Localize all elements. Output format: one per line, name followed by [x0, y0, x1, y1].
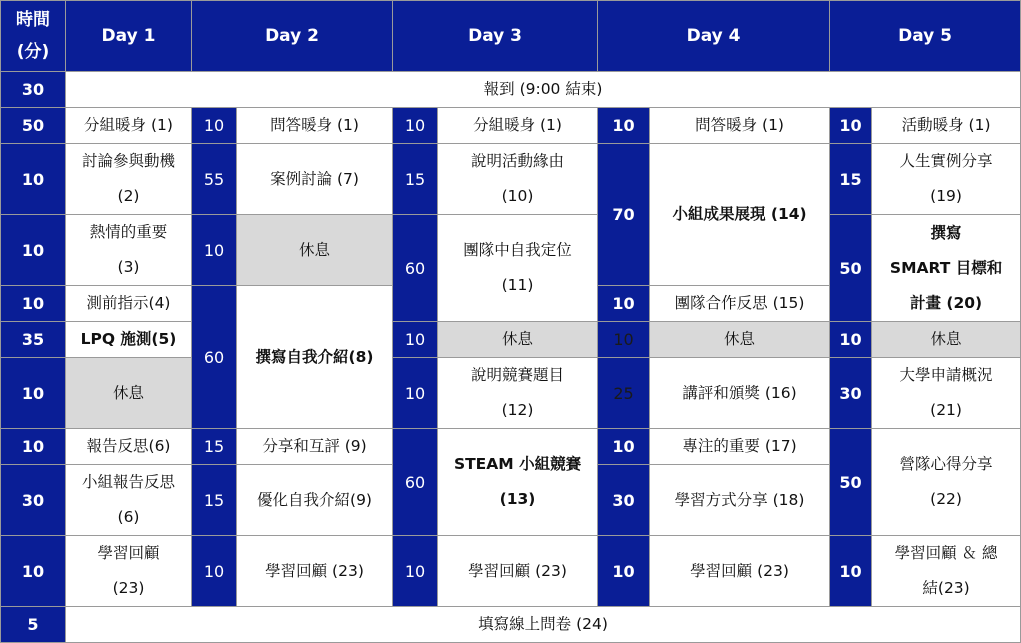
- day5-activity-line1: 大學申請概況: [899, 366, 993, 384]
- day3-activity-line2: (12): [501, 401, 534, 419]
- day4-activity: 小組成果展現 (14): [650, 144, 830, 286]
- day1-activity-line2: (2): [117, 187, 140, 205]
- day1-activity: [66, 536, 192, 607]
- time-cell: 10: [1, 536, 66, 607]
- header-row: [1, 1, 1021, 72]
- day2-activity: 案例討論 (7): [237, 144, 393, 215]
- day5-activity: [872, 144, 1021, 215]
- day5-minutes: 10: [830, 322, 872, 358]
- time-cell: 10: [1, 286, 66, 322]
- table-row: [1, 358, 1021, 429]
- day2-activity: 分享和互評 (9): [237, 429, 393, 465]
- day2-minutes: 10: [192, 215, 237, 286]
- day5-activity: [872, 215, 1021, 322]
- day5-activity-line2: (19): [930, 187, 962, 205]
- day3-activity-line1: 說明競賽題目: [471, 366, 565, 384]
- day3-break: 休息: [438, 322, 598, 358]
- time-header: [1, 1, 66, 72]
- day5-break: 休息: [872, 322, 1021, 358]
- time-cell: 10: [1, 144, 66, 215]
- day5-minutes: 50: [830, 215, 872, 322]
- time-cell: 10: [1, 358, 66, 429]
- table-row: [1, 536, 1021, 607]
- day3-activity: [438, 215, 598, 322]
- day3-activity-line1: 團隊中自我定位: [463, 241, 572, 259]
- day5-activity: [872, 358, 1021, 429]
- day3-minutes: 15: [393, 144, 438, 215]
- day5-activity: [872, 536, 1021, 607]
- day3-activity-line2: (13): [499, 490, 536, 508]
- day4-activity: 學習回顧 (23): [650, 536, 830, 607]
- time-cell: 5: [1, 607, 66, 643]
- day3-minutes: 10: [393, 322, 438, 358]
- day1-activity: [66, 215, 192, 286]
- day3-activity: 分組暖身 (1): [438, 108, 598, 144]
- time-header-unit: (分): [16, 42, 50, 62]
- day2-activity: 學習回顧 (23): [237, 536, 393, 607]
- day1-activity-line2: (3): [117, 258, 140, 276]
- day3-header: Day 3: [393, 1, 598, 72]
- table-row: [1, 215, 1021, 286]
- day4-activity: 專注的重要 (17): [650, 429, 830, 465]
- day1-activity: [66, 465, 192, 536]
- day2-minutes: 15: [192, 429, 237, 465]
- time-cell: 50: [1, 108, 66, 144]
- day4-minutes: 10: [598, 536, 650, 607]
- day5-minutes: 30: [830, 358, 872, 429]
- day2-break: 休息: [237, 215, 393, 286]
- day1-activity-line2: (6): [117, 508, 140, 526]
- day5-activity: 活動暖身 (1): [872, 108, 1021, 144]
- table-row: [1, 607, 1021, 643]
- day4-activity: 講評和頒獎 (16): [650, 358, 830, 429]
- day2-header: Day 2: [192, 1, 393, 72]
- day2-minutes: 10: [192, 536, 237, 607]
- day5-minutes: 10: [830, 536, 872, 607]
- day5-activity-line2: 結(23): [922, 579, 970, 597]
- day5-activity-line3: 計畫 (20): [909, 293, 983, 312]
- day4-header: Day 4: [598, 1, 830, 72]
- day2-activity: 優化自我介紹(9): [237, 465, 393, 536]
- day5-activity-line1: 人生實例分享: [899, 152, 993, 170]
- day3-minutes: 10: [393, 108, 438, 144]
- day5-activity-line2: SMART 目標和: [889, 258, 1003, 277]
- day3-activity-line1: STEAM 小組競賽: [453, 455, 582, 473]
- day1-break: 休息: [66, 358, 192, 429]
- day4-minutes: 10: [598, 322, 650, 358]
- day1-activity-line1: 學習回顧: [97, 544, 160, 562]
- day1-activity-line1: 熱情的重要: [89, 223, 168, 241]
- time-cell: 30: [1, 465, 66, 536]
- day3-activity: [438, 144, 598, 215]
- time-cell: 10: [1, 215, 66, 286]
- day2-minutes: 15: [192, 465, 237, 536]
- day2-activity: 撰寫自我介紹(8): [237, 286, 393, 429]
- day4-minutes: 70: [598, 144, 650, 286]
- day5-minutes: 15: [830, 144, 872, 215]
- day1-activity: 測前指示(4): [66, 286, 192, 322]
- table-row: [1, 322, 1021, 358]
- day3-activity: [438, 429, 598, 536]
- day1-activity-line1: 討論參與動機: [81, 152, 175, 170]
- day2-minutes: 55: [192, 144, 237, 215]
- day4-minutes: 10: [598, 429, 650, 465]
- day3-activity-line2: (11): [501, 276, 534, 294]
- checkin-cell: 報到 (9:00 結束): [66, 72, 1021, 108]
- day3-activity-line2: (10): [501, 187, 534, 205]
- day4-minutes: 10: [598, 286, 650, 322]
- day3-activity: [438, 358, 598, 429]
- day4-minutes: 30: [598, 465, 650, 536]
- table-row: [1, 144, 1021, 215]
- day3-activity-line1: 說明活動緣由: [471, 152, 565, 170]
- day3-activity: 學習回顧 (23): [438, 536, 598, 607]
- day4-break: 休息: [650, 322, 830, 358]
- day2-minutes: 10: [192, 108, 237, 144]
- day1-activity: 分組暖身 (1): [66, 108, 192, 144]
- day4-minutes: 10: [598, 108, 650, 144]
- day4-activity: 問答暖身 (1): [650, 108, 830, 144]
- time-cell: 10: [1, 429, 66, 465]
- time-cell: 30: [1, 72, 66, 108]
- table-row: [1, 108, 1021, 144]
- day1-activity: 報告反思(6): [66, 429, 192, 465]
- day5-activity-line2: (21): [930, 401, 962, 419]
- day1-header: Day 1: [66, 1, 192, 72]
- survey-cell: 填寫線上問卷 (24): [66, 607, 1021, 643]
- day5-activity-line2: (22): [930, 490, 962, 508]
- day3-minutes: 60: [393, 429, 438, 536]
- day4-activity: 學習方式分享 (18): [650, 465, 830, 536]
- table-row: [1, 429, 1021, 465]
- time-cell: 35: [1, 322, 66, 358]
- day1-activity: [66, 144, 192, 215]
- day2-activity: 問答暖身 (1): [237, 108, 393, 144]
- day1-activity-line1: 小組報告反思: [81, 473, 175, 491]
- day5-activity-line1: 撰寫: [930, 223, 962, 242]
- day1-activity: LPQ 施測(5): [66, 322, 192, 358]
- day3-minutes: 10: [393, 536, 438, 607]
- day3-minutes: 10: [393, 358, 438, 429]
- table-row: [1, 72, 1021, 108]
- day5-activity-line1: 學習回顧 ＆ 總: [894, 544, 998, 562]
- day3-minutes: 60: [393, 215, 438, 322]
- time-header-label: 時間: [16, 10, 50, 30]
- day5-header: Day 5: [830, 1, 1021, 72]
- day2-minutes: 60: [192, 286, 237, 429]
- day5-minutes: 50: [830, 429, 872, 536]
- day5-activity-line1: 營隊心得分享: [899, 455, 993, 473]
- day5-minutes: 10: [830, 108, 872, 144]
- day1-activity-line2: (23): [112, 579, 145, 597]
- day5-activity: [872, 429, 1021, 536]
- day4-activity: 團隊合作反思 (15): [650, 286, 830, 322]
- day4-minutes: 25: [598, 358, 650, 429]
